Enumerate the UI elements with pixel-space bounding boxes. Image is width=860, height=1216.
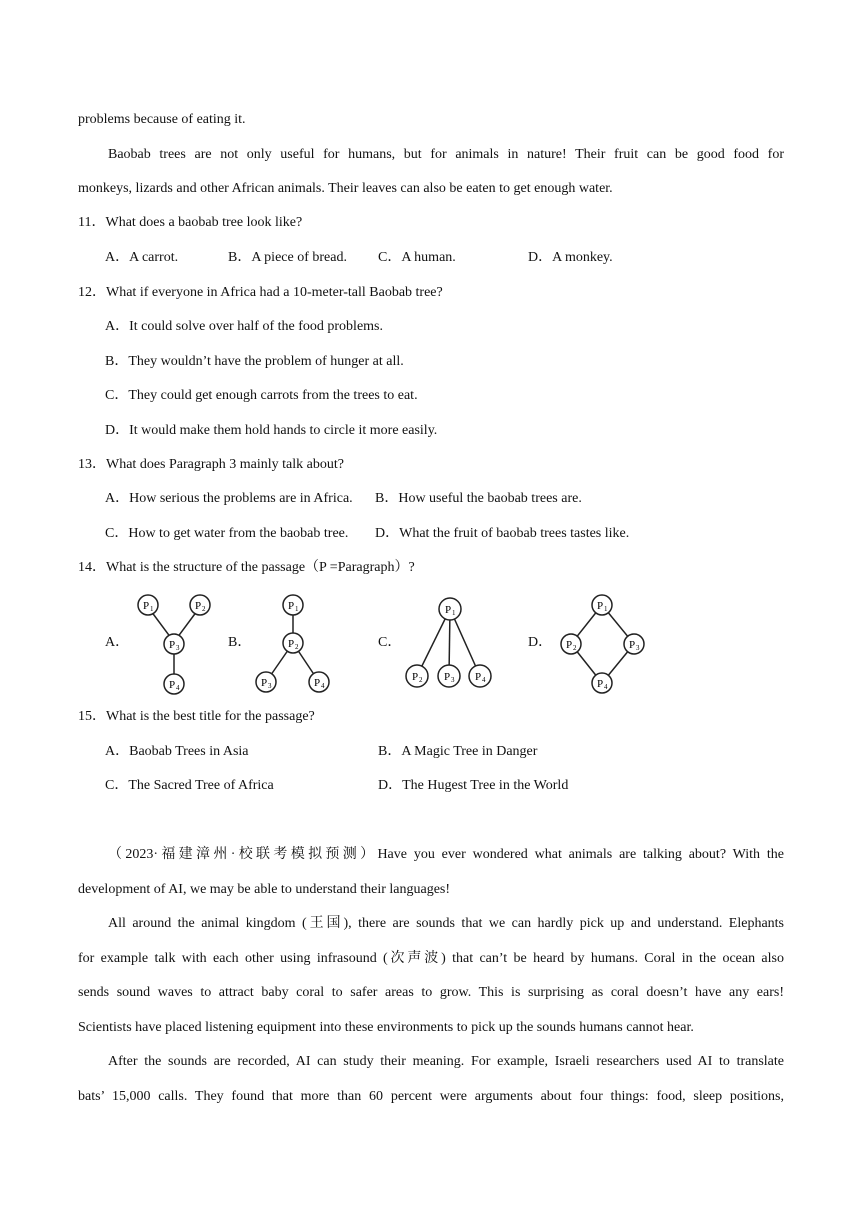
q13-option-a[interactable]: A．How serious the problems are in Africa. bbox=[105, 491, 353, 506]
svg-text:1: 1 bbox=[150, 605, 154, 613]
svg-text:1: 1 bbox=[295, 605, 299, 613]
q12-option-a[interactable]: A．It could solve over half of the food problems. bbox=[105, 319, 383, 334]
structure-diagram-b bbox=[252, 590, 342, 698]
diagram-a-node-p1 bbox=[138, 595, 158, 615]
diagram-b-node-p2 bbox=[283, 633, 303, 653]
passage2-p2-line-1: All around the animal kingdom (王国), there are sounds that we can hardly pick up and understand. Elephants bbox=[108, 916, 784, 931]
q12-option-c[interactable]: C．They could get enough carrots from the trees to eat. bbox=[105, 388, 418, 403]
svg-text:P: P bbox=[169, 639, 176, 651]
passage2-p3-line-1: After the sounds are recorded, AI can study their meaning. For example, Israeli researchers used AI to translate bbox=[108, 1054, 784, 1069]
question-12-stem: 12．What if everyone in Africa had a 10-meter-tall Baobab tree? bbox=[78, 285, 443, 300]
svg-text:P: P bbox=[288, 638, 295, 650]
q12-option-d[interactable]: D．It would make them hold hands to circle it more easily. bbox=[105, 423, 438, 438]
diagram-a-node-p3 bbox=[164, 634, 184, 654]
question-14-stem: 14．What is the structure of the passage（P =Paragraph）? bbox=[78, 560, 415, 575]
q14-option-a-label[interactable]: A． bbox=[105, 635, 130, 650]
diagram-c-node-p3 bbox=[438, 665, 460, 687]
svg-text:P: P bbox=[314, 677, 321, 689]
diagram-a-node-p2 bbox=[190, 595, 210, 615]
svg-text:P: P bbox=[143, 600, 150, 612]
diagram-a-node-p4 bbox=[164, 674, 184, 694]
q15-option-a[interactable]: A．Baobab Trees in Asia bbox=[105, 744, 249, 759]
svg-text:P: P bbox=[597, 600, 604, 612]
svg-text:P: P bbox=[195, 600, 202, 612]
passage2-intro-line-2: development of AI, we may be able to understand their languages! bbox=[78, 882, 451, 897]
q12-option-b[interactable]: B．They wouldn’t have the problem of hunger at all. bbox=[105, 354, 404, 369]
svg-text:4: 4 bbox=[176, 684, 180, 692]
diagram-c-node-p1 bbox=[439, 598, 461, 620]
passage2-intro-text: Have you ever wondered what animals are talking about? With the bbox=[377, 847, 784, 862]
q15-option-b[interactable]: B．A Magic Tree in Danger bbox=[378, 744, 538, 759]
diagram-d-node-p1 bbox=[592, 595, 612, 615]
svg-text:P: P bbox=[597, 678, 604, 690]
svg-text:P: P bbox=[261, 677, 268, 689]
passage2-p3-line-2: bats’ 15,000 calls. They found that more than 60 percent were arguments about four things: food, sleep positions, bbox=[78, 1089, 784, 1104]
diagram-b-node-p1 bbox=[283, 595, 303, 615]
svg-text:P: P bbox=[169, 679, 176, 691]
q13-option-c[interactable]: C．How to get water from the baobab tree. bbox=[105, 526, 349, 541]
svg-text:4: 4 bbox=[604, 683, 608, 691]
q13-option-d[interactable]: D．What the fruit of baobab trees tastes like. bbox=[375, 526, 630, 541]
paragraph-baobab-animals-line-1: Baobab trees are not only useful for humans, but for animals in nature! Their fruit can be good food for bbox=[108, 147, 784, 162]
svg-text:1: 1 bbox=[604, 605, 608, 613]
svg-text:P: P bbox=[288, 600, 295, 612]
diagram-d-node-p4 bbox=[592, 673, 612, 693]
q15-option-c[interactable]: C．The Sacred Tree of Africa bbox=[105, 778, 274, 793]
svg-text:P: P bbox=[445, 604, 452, 616]
svg-text:3: 3 bbox=[176, 644, 180, 652]
svg-text:2: 2 bbox=[573, 644, 577, 652]
svg-text:4: 4 bbox=[482, 676, 486, 684]
structure-diagram-c bbox=[402, 590, 500, 698]
diagram-b-node-p4 bbox=[309, 672, 329, 692]
passage-source-tag: （2023·福建漳州·校联考模拟预测） bbox=[108, 847, 378, 862]
svg-text:3: 3 bbox=[268, 682, 272, 690]
diagram-c-node-p4 bbox=[469, 665, 491, 687]
q14-option-c-label[interactable]: C． bbox=[378, 635, 402, 650]
paragraph-baobab-animals-line-2: monkeys, lizards and other African animals. Their leaves can also be eaten to get enough water. bbox=[78, 181, 613, 196]
svg-text:3: 3 bbox=[636, 644, 640, 652]
structure-diagram-d bbox=[552, 590, 652, 698]
svg-text:2: 2 bbox=[419, 676, 423, 684]
svg-text:2: 2 bbox=[202, 605, 206, 613]
q14-option-b-label[interactable]: B． bbox=[228, 635, 252, 650]
q14-option-d-label[interactable]: D． bbox=[528, 635, 553, 650]
svg-text:P: P bbox=[566, 639, 573, 651]
svg-text:2: 2 bbox=[295, 643, 299, 651]
svg-text:1: 1 bbox=[452, 609, 456, 617]
diagram-d-node-p3 bbox=[624, 634, 644, 654]
q11-option-d[interactable]: D．A monkey. bbox=[528, 250, 613, 265]
paragraph-end-line: problems because of eating it. bbox=[78, 112, 246, 127]
q13-option-b[interactable]: B．How useful the baobab trees are. bbox=[375, 491, 582, 506]
passage2-p2-line-3: sends sound waves to attract baby coral to safer areas to grow. This is surprising as coral doesn’t have any ears! bbox=[78, 985, 784, 1000]
svg-text:P: P bbox=[629, 639, 636, 651]
svg-text:P: P bbox=[444, 671, 451, 683]
svg-text:P: P bbox=[412, 671, 419, 683]
diagram-d-node-p2 bbox=[561, 634, 581, 654]
structure-diagram-a bbox=[130, 590, 220, 698]
question-13-stem: 13．What does Paragraph 3 mainly talk about? bbox=[78, 457, 344, 472]
question-11-stem: 11．What does a baobab tree look like? bbox=[78, 215, 303, 230]
svg-text:4: 4 bbox=[321, 682, 325, 690]
q15-option-d[interactable]: D．The Hugest Tree in the World bbox=[378, 778, 569, 793]
svg-text:P: P bbox=[475, 671, 482, 683]
question-15-stem: 15．What is the best title for the passage? bbox=[78, 709, 315, 724]
q11-option-b[interactable]: B．A piece of bread. bbox=[228, 250, 347, 265]
diagram-b-node-p3 bbox=[256, 672, 276, 692]
q11-option-a[interactable]: A．A carrot. bbox=[105, 250, 179, 265]
q11-option-c[interactable]: C．A human. bbox=[378, 250, 456, 265]
diagram-c-node-p2 bbox=[406, 665, 428, 687]
passage2-p2-line-2: for example talk with each other using infrasound (次声波) that can’t be heard by humans. Coral in the ocean also bbox=[78, 951, 784, 966]
passage2-p2-line-4: Scientists have placed listening equipment into these environments to pick up the sounds humans cannot hear. bbox=[78, 1020, 694, 1035]
svg-text:3: 3 bbox=[451, 676, 455, 684]
passage2-intro-line-1 bbox=[78, 846, 784, 864]
